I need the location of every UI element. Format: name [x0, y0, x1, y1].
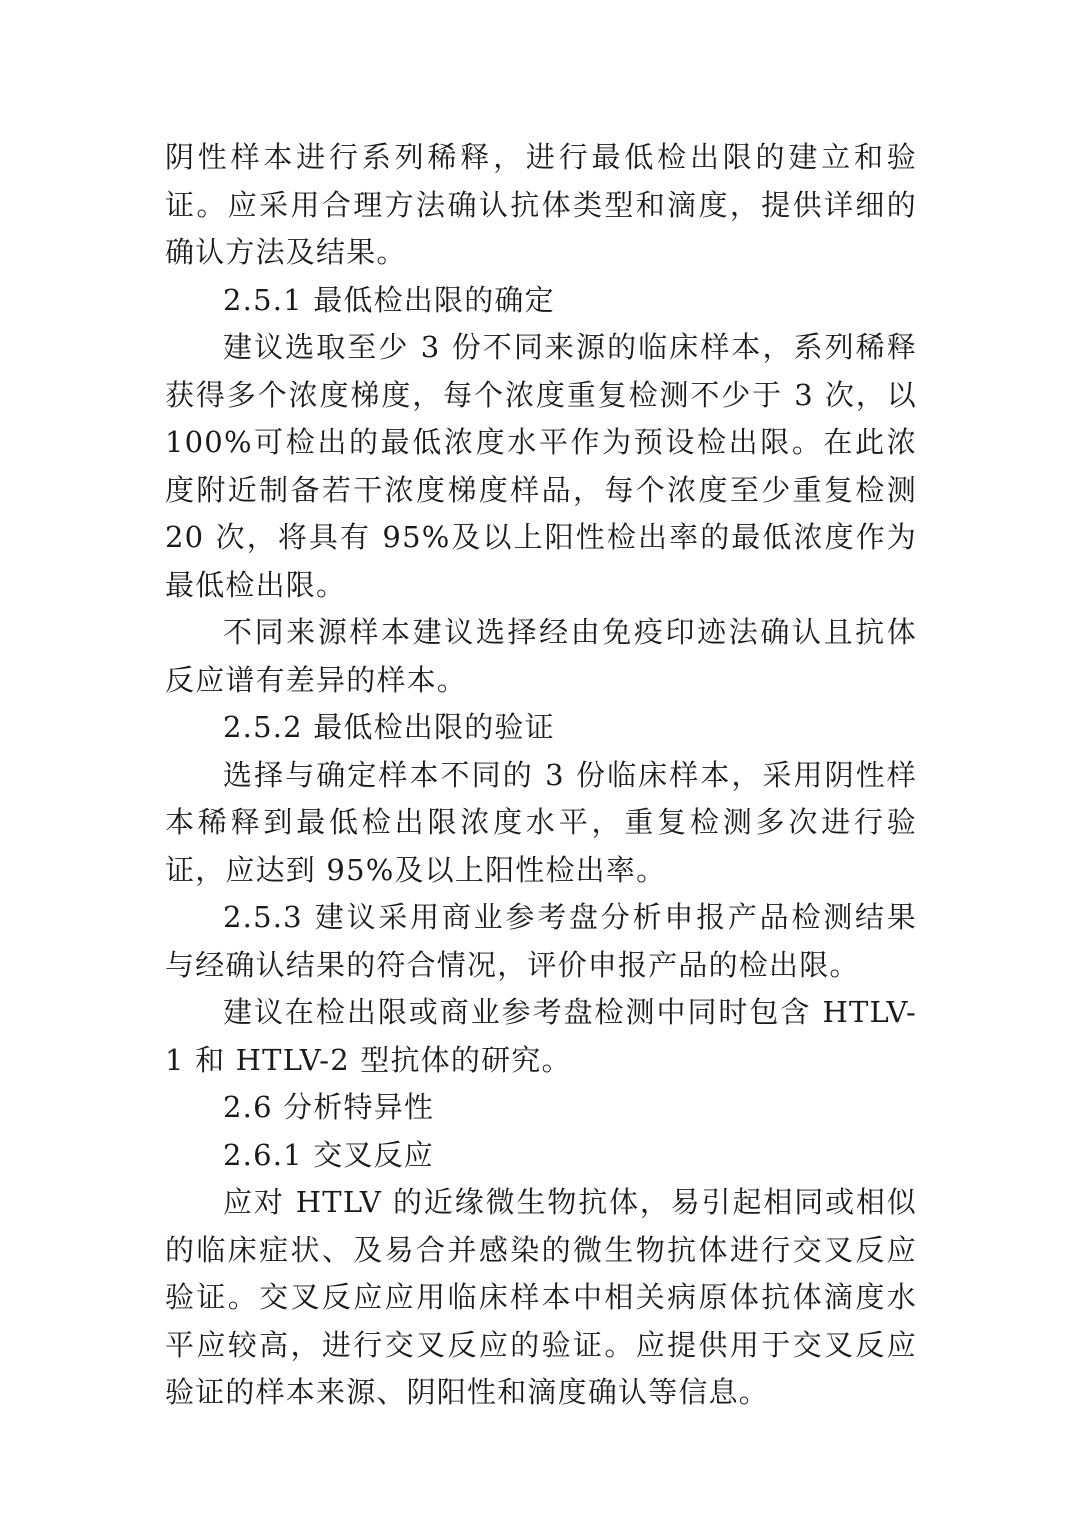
section-heading-2-6-1: 2.6.1 交叉反应: [223, 1137, 435, 1172]
paragraph-lod-determination: 建议选取至少 3 份不同来源的临床样本，系列稀释获得多个浓度梯度，每个浓度重复检测不少于 3 次，以 100%可检出的最低浓度水平作为预设检出限。在此浓度附近制备若干浓度梯度样品，每个浓度至少重复检测 20 次，将具有 95%及以上阳性检出率的最低浓度作为最低检出限。: [165, 330, 917, 602]
section-heading-2-6: 2.6 分析特异性: [223, 1090, 435, 1124]
paragraph-htlv-types: 建议在检出限或商业参考盘检测中同时包含 HTLV-1 和 HTLV-2 型抗体的研究。: [165, 995, 917, 1077]
paragraph-intro: 阴性样本进行系列稀释，进行最低检出限的建立和验证。应采用合理方法确认抗体类型和滴度，提供详细的确认方法及结果。: [165, 140, 917, 269]
paragraph-lod-verification: 选择与确定样本不同的 3 份临床样本，采用阴性样本稀释到最低检出限浓度水平，重复检测多次进行验证，应达到 95%及以上阳性检出率。: [165, 757, 917, 887]
paragraph-sample-sources: 不同来源样本建议选择经由免疫印迹法确认且抗体反应谱有差异的样本。: [165, 615, 917, 697]
section-heading-2-5-2: 2.5.2 最低检出限的验证: [223, 710, 555, 744]
document-body: [165, 134, 917, 1417]
section-heading-2-5-1: 2.5.1 最低检出限的确定: [223, 282, 555, 317]
paragraph-cross-reactivity: 应对 HTLV 的近缘微生物抗体，易引起相同或相似的临床症状、及易合并感染的微生物抗体进行交叉反应验证。交叉反应应用临床样本中相关病原体抗体滴度水平应较高，进行交叉反应的验证。应提供用于交叉反应验证的样本来源、阴阳性和滴度确认等信息。: [165, 1185, 917, 1409]
paragraph-2-5-3-reference-panel: 2.5.3 建议采用商业参考盘分析申报产品检测结果与经确认结果的符合情况，评价申报产品的检出限。: [165, 900, 917, 982]
